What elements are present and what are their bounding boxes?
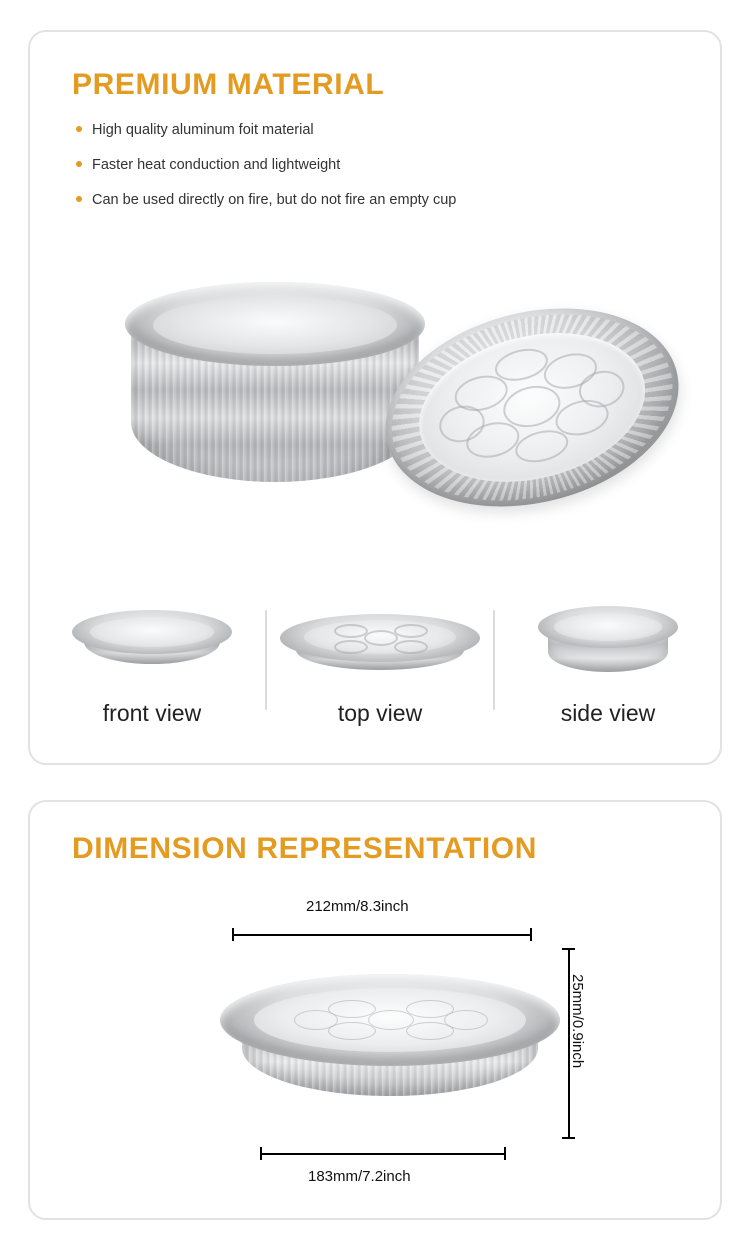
premium-material-title: PREMIUM MATERIAL [72, 68, 385, 101]
bullet-item [92, 120, 720, 141]
bullet-item [92, 190, 720, 211]
product-views-row [30, 602, 720, 752]
top-view-label: top view [337, 700, 423, 726]
stack-inner-base-shape [153, 296, 397, 354]
height-cap-bottom [562, 1137, 575, 1139]
bullet-dot-icon [76, 126, 82, 132]
bullet-text: Can be used directly on fire, but do not fire an empty cup [92, 192, 457, 209]
top-view-graphic [280, 602, 480, 694]
top-width-label: 212mm/8.3inch [306, 898, 409, 915]
premium-material-bullet-list [30, 120, 720, 211]
bullet-dot-icon [76, 161, 82, 167]
side-view-inner-shape [554, 613, 662, 641]
petal-shape [394, 624, 428, 638]
petal-shape [394, 640, 428, 654]
front-view-label: front view [102, 700, 202, 726]
petal-shape [334, 624, 368, 638]
top-view-item [270, 602, 490, 727]
view-divider [265, 610, 267, 710]
dimension-diagram [30, 888, 720, 1218]
hero-product-illustration [30, 262, 720, 582]
bottom-width-cap-left [260, 1147, 262, 1160]
side-view-label: side view [560, 700, 656, 726]
top-width-cap-right [530, 928, 532, 941]
front-view-item [42, 602, 262, 727]
top-width-line [232, 934, 532, 936]
bottom-width-label: 183mm/7.2inch [308, 1168, 411, 1185]
top-width-cap-left [232, 928, 234, 941]
side-view-item [498, 602, 718, 727]
height-cap-top [562, 948, 575, 950]
bullet-dot-icon [76, 196, 82, 202]
dimension-pan-graphic [220, 974, 560, 1104]
bottom-width-cap-right [504, 1147, 506, 1160]
bullet-text: Faster heat conduction and lightweight [92, 157, 341, 174]
bottom-width-line [260, 1153, 506, 1155]
premium-material-card [28, 30, 722, 765]
bullet-text: High quality aluminum foit material [92, 122, 314, 138]
side-view-graphic [538, 602, 678, 694]
front-view-inner-shape [90, 617, 214, 647]
view-divider [493, 610, 495, 710]
petal-shape [334, 640, 368, 654]
dimension-title: DIMENSION REPRESENTATION [72, 832, 537, 865]
height-label: 25mm/0.9inch [569, 974, 586, 1069]
bullet-item [92, 155, 720, 176]
petal-shape [294, 1010, 338, 1030]
petal-shape [444, 1010, 488, 1030]
front-view-graphic [72, 602, 232, 694]
petal-shape [364, 630, 398, 646]
dimension-representation-card [28, 800, 722, 1220]
